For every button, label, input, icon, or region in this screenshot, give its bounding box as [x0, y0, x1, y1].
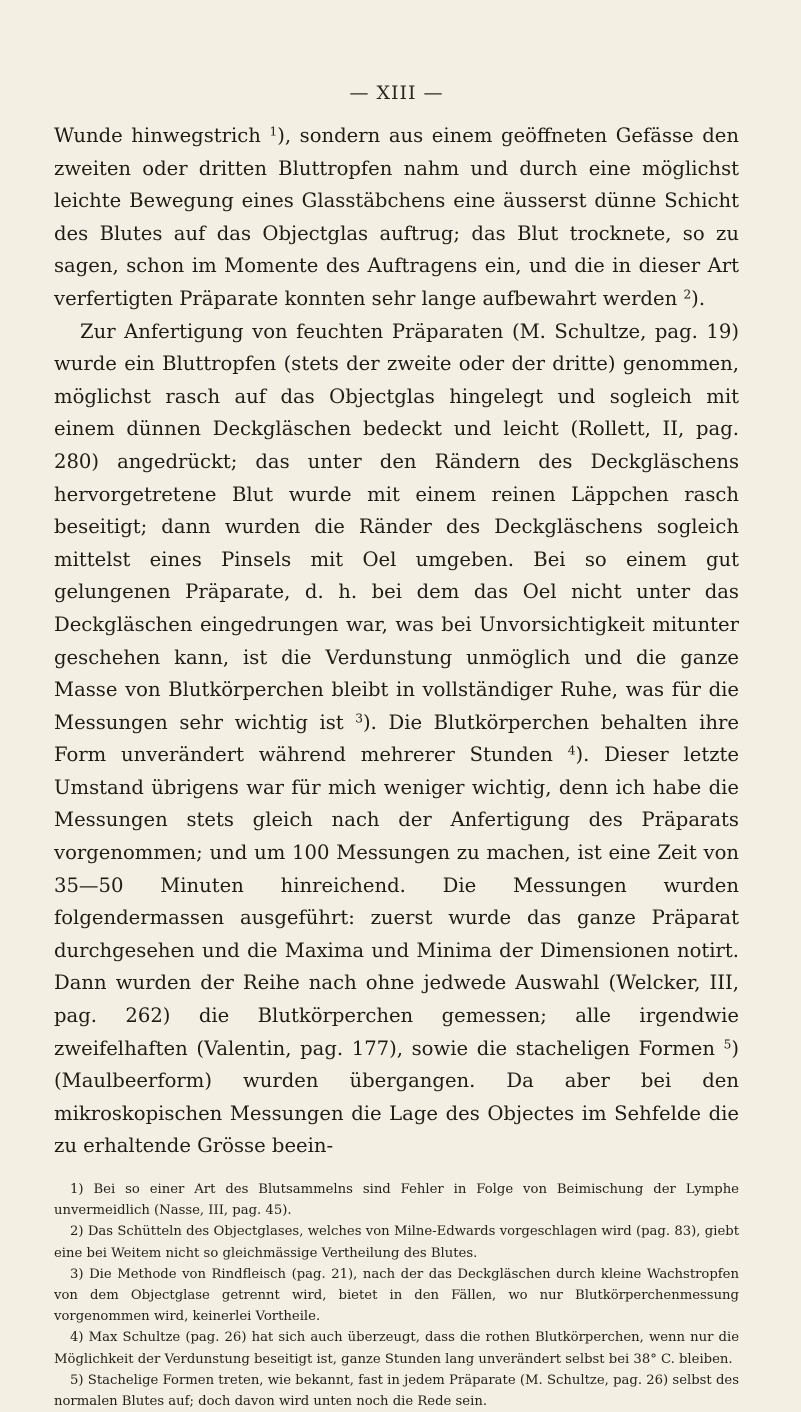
footnote-marker-3: 3 [355, 711, 364, 726]
paragraph-2 [54, 316, 739, 1163]
footnote-5: 5) Stachelige Formen treten, wie bekannt, fast in jedem Präparate (M. Schultze, pag. 26) selbst des normalen Blutes auf; doch davon wird unten noch die Rede sein. [54, 1372, 739, 1410]
paragraph-1-text-b: ), sondern aus einem geöffneten Gefässe den zweiten oder dritten Bluttropfen nahm und durch eine möglichst leichte Bewegung eines Glasstäbchens eine äusserst dünne Schicht des Blutes auf das Objectglas auftrug; das Blut trocknete, so zu sagen, schon im Momente des Auftragens ein, und die in dieser Art verfertigten Präparate konnten sehr lange aufbewahrt werden [54, 124, 739, 310]
footnote-marker-2: 2 [683, 287, 692, 302]
footnote-2: 2) Das Schütteln des Objectglases, welches von Milne-Edwards vorgeschlagen wird (pag. 83), giebt eine bei Weitem nicht so gleichmässige Vertheilung des Blutes. [54, 1224, 739, 1261]
paragraph-2-text-a: Zur Anfertigung von feuchten Präparaten (M. Schultze, pag. 19) wurde ein Bluttropfen (stets der zweite oder der dritte) genommen, möglichst rasch auf das Objectglas hingelegt und sogleich mit einem dünnen Deckgläschen bedeckt und leicht (Rollett, II, pag. 280) angedrückt; das unter den Rändern des Deckgläschens hervorgetretene Blut wurde mit einem reinen Läppchen rasch beseitigt; dann wurden die Ränder des Deckgläschens sogleich mittelst eines Pinsels mit Oel umgeben. Bei so einem gut gelungenen Präparate, d. h. bei dem das Oel nicht unter das Deckgläschen eingedrungen war, was bei Unvorsichtigkeit mitunter geschehen kann, ist die Verdunstung unmöglich und die ganze Masse von Blutkörperchen bleibt in vollständiger Ruhe, was für die Messungen sehr wichtig ist [54, 319, 739, 734]
footnote-1: 1) Bei so einer Art des Blutsammelns sind Fehler in Folge von Beimischung der Lymphe unvermeidlich (Nasse, III, pag. 45). [54, 1182, 739, 1219]
paragraph-1 [54, 120, 739, 316]
main-text [54, 120, 739, 1163]
paragraph-1-text-c: ). [691, 286, 706, 310]
footnote-3: 3) Die Methode von Rindfleisch (pag. 21), nach der das Deckgläschen durch kleine Wachstropfen von dem Objectglase getrennt wird, bietet in den Fällen, wo nur Blutkörperchenmessung vorgenommen wird, keinerlei Vortheile. [54, 1266, 739, 1325]
footnote-marker-1: 1 [269, 124, 278, 139]
paragraph-1-text-a: Wunde hinwegstrich [54, 124, 261, 147]
paragraph-2-text-d: ) (Maulbeerform) wurden übergangen. Da aber bei den mikroskopischen Messungen die Lage des Objectes im Sehfelde die zu erhaltende Grösse beein- [54, 1036, 740, 1158]
footnote-marker-4: 4 [567, 743, 576, 758]
page-number: — XIII — [349, 82, 444, 104]
footnotes [54, 1179, 739, 1412]
paragraph-2-text-c: ). Dieser letzte Umstand übrigens war für mich weniger wichtig, denn ich habe die Messungen stets gleich nach der Anfertigung des Präparats vorgenommen; und um 100 Messungen zu machen, ist eine Zeit von 35—50 Minuten hinreichend. Die Messungen wurden folgendermassen ausgeführt: zuerst wurde das ganze Präparat durchgesehen und die Maxima und Minima der Dimensionen notirt. Dann wurden der Reihe nach ohne jedwede Auswahl (Welcker, III, pag. 262) die Blutkörperchen gemessen; alle irgendwie zweifelhaften (Valentin, pag. 177), sowie die stacheligen Formen [54, 743, 740, 1060]
footnote-4: 4) Max Schultze (pag. 26) hat sich auch überzeugt, dass die rothen Blutkörperchen, wenn nur die Möglichkeit der Verdunstung beseitigt ist, ganze Stunden lang unverändert selbst bei 38° C. bleiben. [54, 1330, 739, 1367]
paragraph-2-text-b: ). Die Blutkörperchen behalten ihre Form unverändert während mehrerer Stunden [54, 710, 739, 767]
footnote-marker-5: 5 [723, 1036, 732, 1051]
